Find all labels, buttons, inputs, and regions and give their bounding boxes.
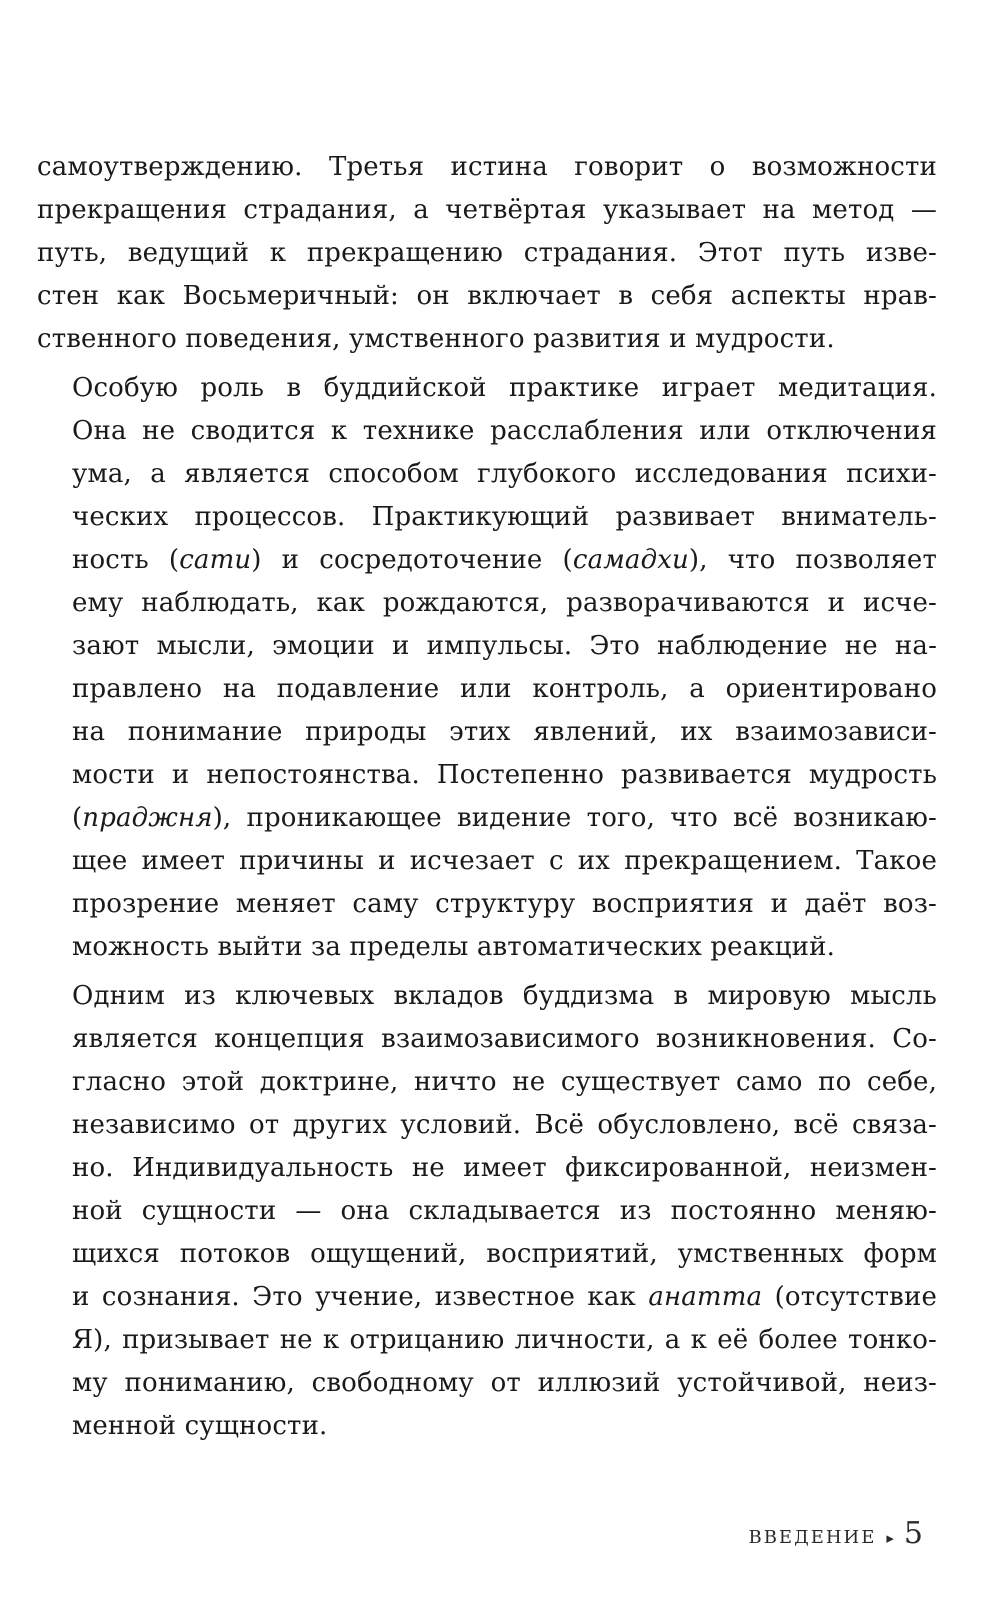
text-line: ческих процессов. Практикующий развивает вниматель- (72, 502, 937, 532)
body-text (37, 146, 937, 1448)
text-line: стен как Восьмеричный: он включает в себя аспекты нрав- (37, 281, 937, 311)
text-line: самоутверждению. Третья истина говорит о возможности (37, 152, 937, 182)
text-line: гласно этой доктрине, ничто не существует само по себе, (72, 1067, 937, 1097)
running-head: ВВЕДЕНИЕ (748, 1527, 877, 1548)
term-italic: сати (179, 545, 252, 575)
text-line: щихся потоков ощущений, восприятий, умственных форм (72, 1239, 937, 1269)
text-line: менной сущности. (72, 1411, 328, 1441)
text-line: ума, а является способом глубокого исследования психи- (72, 459, 937, 489)
page-footer (748, 1516, 923, 1551)
text-line: независимо от других условий. Всё обусловлено, всё связа- (72, 1110, 937, 1140)
text-line: Она не сводится к технике расслабления или отключения (72, 416, 937, 446)
text-line: является концепция взаимозависимого возникновения. Со- (72, 1024, 937, 1054)
text-line: мости и непостоянства. Постепенно развивается мудрость (72, 760, 937, 790)
paragraph-2 (37, 367, 937, 969)
text-line: но. Индивидуальность не имеет фиксированной, неизмен- (72, 1153, 937, 1183)
text-line: Одним из ключевых вкладов буддизма в мировую мысль (72, 981, 937, 1011)
text-line: ему наблюдать, как рождаются, разворачиваются и исче- (72, 588, 937, 618)
paragraph-1 (37, 146, 937, 361)
text-line: прекращения страдания, а четвёртая указывает на метод — (37, 195, 937, 225)
text-line: ственного поведения, умственного развития и мудрости. (37, 324, 835, 354)
text-line: щее имеет причины и исчезает с их прекращением. Такое (72, 846, 937, 876)
text-line: можность выйти за пределы автоматических реакций. (72, 932, 835, 962)
text-line: ной сущности — она складывается из постоянно меняю- (72, 1196, 937, 1226)
text-line: му пониманию, свободному от иллюзий устойчивой, неиз- (72, 1368, 937, 1398)
term-italic: праджня (82, 803, 213, 833)
text-line: и сознания. Это учение, известное как анатта (отсутствие (72, 1282, 937, 1312)
text-line: на понимание природы этих явлений, их взаимозависи- (72, 717, 937, 747)
text-line: путь, ведущий к прекращению страдания. Этот путь изве- (37, 238, 937, 268)
page-number: 5 (903, 1516, 923, 1551)
text-line: зают мысли, эмоции и импульсы. Это наблюдение не на- (72, 631, 937, 661)
term-italic: анатта (648, 1282, 763, 1312)
text-line: прозрение меняет саму структуру восприятия и даёт воз- (72, 889, 937, 919)
text-line: Особую роль в буддийской практике играет медитация. (72, 373, 937, 403)
text-line: ность (сати) и сосредоточение (самадхи), что позволяет (72, 545, 937, 575)
triangle-marker-icon: ▸ (886, 1529, 894, 1547)
paragraph-3 (37, 975, 937, 1448)
text-line: (праджня), проникающее видение того, что всё возникаю- (72, 803, 937, 833)
term-italic: самадхи (572, 545, 689, 575)
text-line: Я), призывает не к отрицанию личности, а к её более тонко- (72, 1325, 937, 1355)
text-line: правлено на подавление или контроль, а ориентировано (72, 674, 937, 704)
